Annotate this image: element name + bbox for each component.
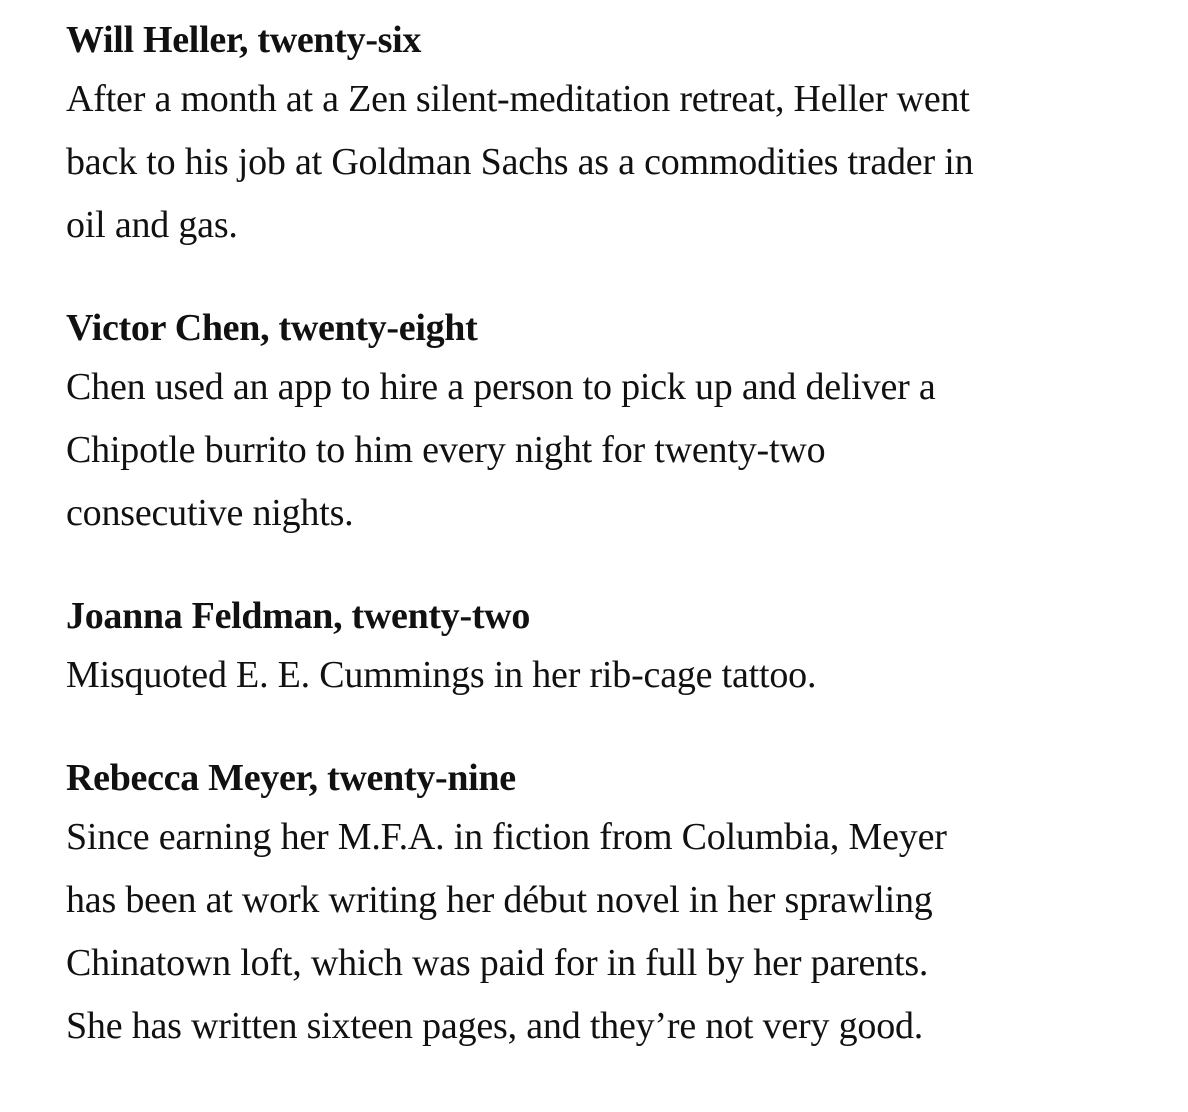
entry-description [66,644,1070,707]
description-line: Misquoted E. E. Cummings in her rib-cage tattoo. [66,654,817,696]
description-line: Chen used an app to hire a person to pick up and deliver a [66,366,936,408]
entry-victor-chen [66,300,1070,545]
description-line: Chipotle burrito to him every night for twenty-two [66,429,826,471]
description-line: After a month at a Zen silent-meditation retreat, Heller went [66,78,970,120]
entry-name: Will Heller, twenty-six [66,19,422,61]
entry-description [66,806,1070,1058]
description-line: consecutive nights. [66,492,354,534]
entry-will-heller [66,12,1070,257]
description-line: oil and gas. [66,204,238,246]
description-line: back to his job at Goldman Sachs as a commodities trader in [66,141,974,183]
description-line: She has written sixteen pages, and they’re not very good. [66,1005,924,1047]
description-line: has been at work writing her début novel in her sprawling [66,879,933,921]
entry-joanna-feldman [66,588,1070,707]
entry-description [66,68,1070,257]
entry-description [66,356,1070,545]
entry-name: Joanna Feldman, twenty-two [66,595,531,637]
entry-name: Rebecca Meyer, twenty-nine [66,757,516,799]
description-line: Since earning her M.F.A. in fiction from Columbia, Meyer [66,816,947,858]
entry-name: Victor Chen, twenty-eight [66,307,478,349]
description-line: Chinatown loft, which was paid for in full by her parents. [66,942,929,984]
entry-rebecca-meyer [66,750,1070,1058]
